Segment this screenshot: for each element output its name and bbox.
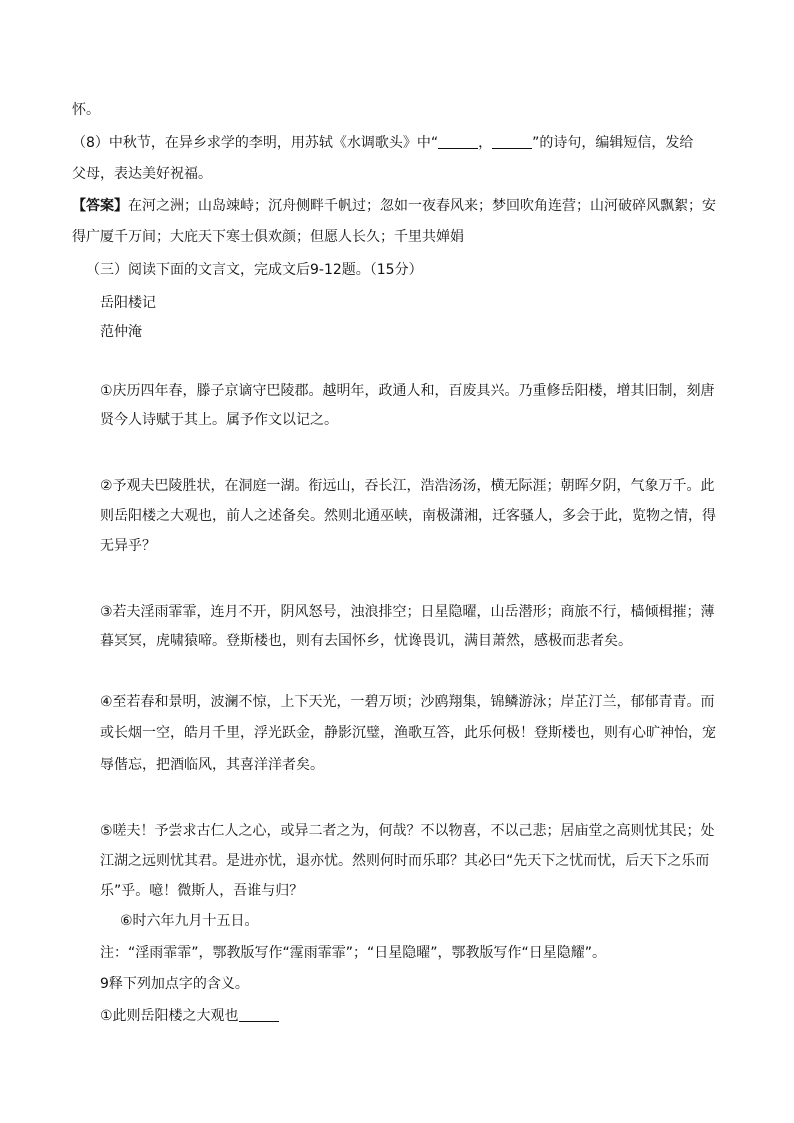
answer-blank-1[interactable] [438,134,478,149]
answer-line-1 [72,196,716,216]
question-8-text-b: ”的诗句，编辑短信，发给 [532,135,694,151]
paragraph-5-line-1: ⑤嗟夫！予尝求古仁人之心，或异二者之为，何哉？不以物喜，不以己悲；居庙堂之高则忧其民；处 [100,823,715,839]
paragraph-1-line-1: ①庆历四年春，滕子京谪守巴陵郡。越明年，政通人和，百废具兴。乃重修岳阳楼，增其旧制，刻唐 [100,383,715,399]
prev-line-end: 怀。 [72,102,100,118]
paragraph-2-line-1: ②予观夫巴陵胜状，在洞庭一湖。衔远山，吞长江，浩浩汤汤，横无际涯；朝晖夕阴，气象万千。此 [100,478,715,494]
question-8-separator: ， [478,135,493,151]
paragraph-1-line-2: 贤今人诗赋于其上。属予作文以记之。 [100,412,338,428]
paragraph-3-line-1: ③若夫淫雨霏霏，连月不开，阴风怒号，浊浪排空；日星隐曜，山岳潜形；商旅不行，樯倾楫摧；薄 [100,604,715,620]
paragraph-4-line-2: 或长烟一空，皓月千里，浮光跃金，静影沉璧，渔歌互答，此乐何极！登斯楼也，则有心旷神怡，宠 [100,725,716,741]
paragraph-5-line-3: 乐”乎。噫！微斯人，吾谁与归？ [100,883,304,899]
question-9-item-1-text: ①此则岳阳楼之大观也 [100,1008,239,1024]
text-title: 岳阳楼记 [100,295,156,311]
paragraph-2-line-2: 则岳阳楼之大观也，前人之述备矣。然则北通巫峡，南极潇湘，迁客骚人，多会于此，览物之情，得 [100,508,716,524]
paragraph-4-line-1: ④至若春和景明，波澜不惊，上下天光，一碧万顷；沙鸥翔集，锦鳞游泳；岸芷汀兰，郁郁青青。而 [100,694,715,710]
answer-tag: 【答案】 [72,198,128,214]
note-line: 注：“淫雨霏霏”，鄂教版写作“霪雨霏霏”；“日星隐曜”，鄂教版写作“日星隐耀”。 [100,945,607,961]
question-8-line-1 [72,133,693,153]
answer-blank-2[interactable] [492,134,532,149]
paragraph-5-line-2: 江湖之远则忧其君。是进亦忧，退亦忧。然则何时而乐耶？其必曰“先天下之忧而忧，后天下之乐而 [100,853,710,869]
paragraph-4-line-3: 辱偕忘，把酒临风，其喜洋洋者矣。 [100,757,324,773]
answer-text-1: 在河之洲；山岛竦峙；沉舟侧畔千帆过；忽如一夜春风来；梦回吹角连营；山河破碎风飘絮；安 [128,198,716,214]
paragraph-3-line-2: 暮冥冥，虎啸猿啼。登斯楼也，则有去国怀乡，忧谗畏讥，满目萧然，感极而悲者矣。 [100,633,632,649]
paragraph-2-line-3: 无异乎？ [100,538,156,554]
answer-blank-3[interactable] [239,1007,279,1022]
answer-line-2: 得广厦千万间；大庇天下寒士俱欢颜；但愿人长久；千里共婵娟 [72,229,464,245]
question-9-item-1 [100,1006,279,1026]
text-author: 范仲淹 [100,324,142,340]
question-9: 9释下列加点字的含义。 [100,976,249,992]
paragraph-6: ⑥时六年九月十五日。 [120,913,259,929]
question-8-line-2: 父母，表达美好祝福。 [72,166,212,182]
section-heading: （三）阅读下面的文言文，完成文后9-12题。（15分） [86,262,423,278]
question-8-text-a: （8）中秋节，在异乡求学的李明，用苏轼《水调歌头》中“ [72,135,439,151]
